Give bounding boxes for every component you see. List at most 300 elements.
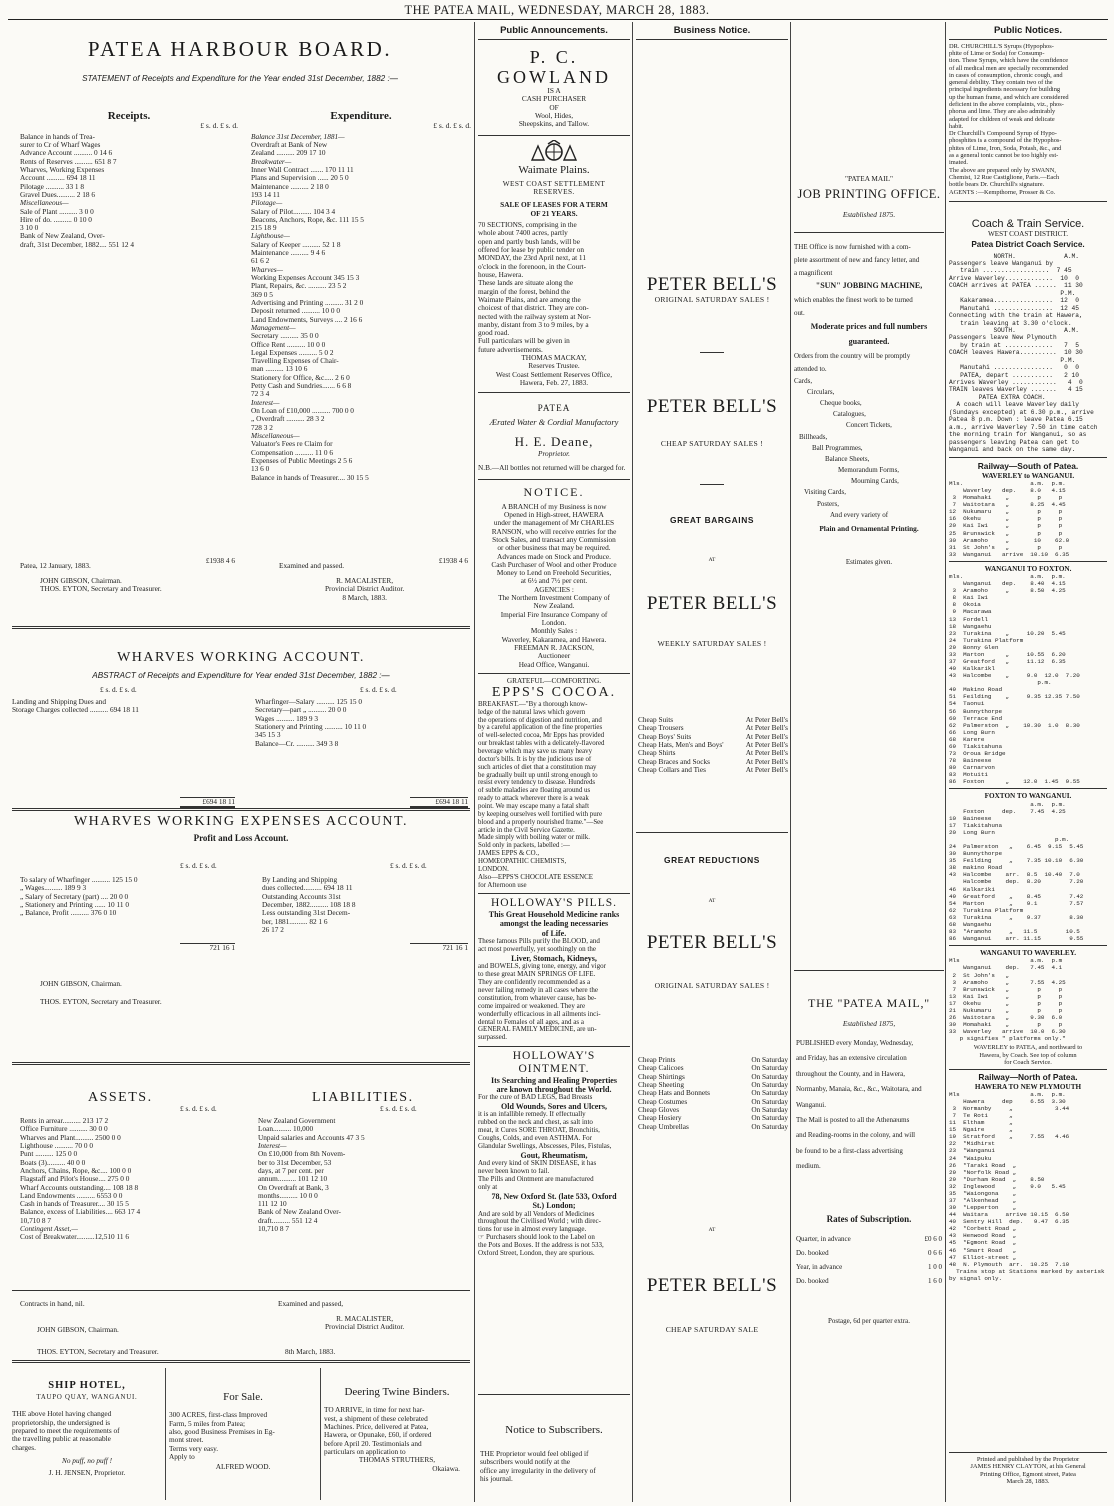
ad-line: Ball Programmes, [812, 443, 863, 452]
imprint-line: Printed and published by the Proprietor [976, 1456, 1080, 1463]
ledger-line: Office Rent .......... 10 0 0 [251, 340, 326, 349]
ad-line: attended to. [794, 364, 827, 373]
ad-line: Money to Lend on Freehold Securities, [496, 569, 612, 578]
ad-rule [478, 392, 630, 393]
peter-bells-sub-3: WEEKLY SATURDAY SALES ! [657, 639, 767, 648]
ad-line: PUBLISHED every Monday, Wednesday, [796, 1039, 914, 1047]
column-heading: Public Notices. [949, 26, 1107, 40]
ad-line: Cheque books, [820, 398, 862, 407]
holloway-pills-body [478, 910, 630, 1042]
job-printing-column [794, 26, 944, 567]
ledger-line: Contingent Asset,— [20, 1225, 78, 1234]
ad-line: Machines. Price, delivered at Patea, [324, 1422, 429, 1431]
twine-title: Deering Twine Binders. [344, 1386, 450, 1398]
auditor-signature [325, 1315, 404, 1332]
ad-line: subscribers would notify at the [480, 1458, 570, 1467]
peter-bells-4: PETER BELL'S [646, 932, 778, 953]
ad-line: choicest of that district. They are con- [478, 304, 589, 313]
ad-line: future advertisements. [478, 345, 543, 354]
for-sale-body [169, 1411, 317, 1461]
ad-line: The Pills and Ointment are manufactured [478, 1176, 594, 1184]
money-columns: £ s. d. £ s. d. [433, 121, 471, 131]
item-label: Do. booked [796, 1277, 829, 1285]
ad-line: Advances made on Stock and Produce. [497, 552, 611, 561]
ad-line: our breakfast tables with a delicately-flavored [478, 740, 605, 748]
ad-line: by keeping ourselves well fortified with pure [478, 810, 602, 818]
ledger-line: Compensation .......... 11 0 6 [251, 448, 334, 457]
ledger-line: Inner Wall Contract ....... 170 11 11 [251, 165, 354, 174]
timetable-hawera-new-plymouth: Mls a.m. p.m. Hawera dep 6.55 3.30 3 Normanby „ 3.44 7 Te Roti „ 11 Eltham „ 15 Ngaire „ 19 Stratford „ 7.55 4.46 22 *Midhirst 23 *Wanganui 24 *Waipuku 26 *Taraki Road „ 29 *Norfolk Road „ 29 *Durham Road „ 8.50 32 Inglewood „ 9.0 5.45 35 *Waiongona „ 37 *Alkenhead „ 39 *Lepperton „ 44 Waitara arrive 10.15 6.50 40 Sentry Hill dep. 9.47 6.35 42 *Corbett Road „ 43 Henwood Road „ 45 *Egmont Road „ 46 *Smart Road „ 47 Elliot-street „ 48 N. Plymouth arr. 10.25 7.10 Trains stop at Stations marked by asterisk by signal only. [949, 1090, 1105, 1282]
column-rule [320, 1368, 321, 1500]
ledger-line: Stationery and Printing .......... 10 11 0 [255, 722, 367, 731]
newspaper-masthead: THE PATEA MAIL, WEDNESDAY, MARCH 28, 1883. [404, 3, 710, 17]
ledger-line: Plans and Supervision ...... 20 5 0 [251, 174, 349, 183]
ledger-line: Legal Expenses .......... 5 0 2 [251, 348, 334, 357]
item-value: At Peter Bell's [745, 748, 788, 758]
liabilities-list [258, 1117, 470, 1233]
ledger-line: Pilotage— [251, 199, 283, 208]
foxton-wanganui-title: FOXTON TO WANGANUI. [984, 792, 1072, 801]
item-label: Cheap Gloves [638, 1104, 680, 1114]
ad-line: THE Office is now furnished with a com- [794, 242, 911, 251]
ad-line: Gout, Rheumatism, [520, 1151, 588, 1161]
ledger-line: Hire of do. .......... 0 10 0 [20, 215, 92, 224]
signature-line: THOS. EYTON, Secretary and Treasurer. [40, 584, 162, 594]
ledger-line: New Zealand Government [258, 1117, 336, 1125]
item-label: Cheap Shirtings [638, 1071, 685, 1081]
ad-line: point. We may escape many a fatal shaft [478, 803, 590, 811]
ledger-line: Cost of Breakwater..........12,510 11 6 [20, 1233, 129, 1242]
signature-line: 8 March, 1883. [342, 592, 387, 602]
harbour-subtitle: STATEMENT of Receipts and Expenditure for the Year ended 31st December, 1882 :— [82, 73, 398, 83]
ad-line: Billheads, [799, 432, 828, 441]
ledger-line: Balance, excess of Liabilities.... 663 17 4 [20, 1208, 141, 1217]
waimate-title: Waimate Plains. [518, 163, 590, 176]
item-label: Cheap Hats and Bonnets [638, 1088, 710, 1098]
ad-line: offered for lease by public tender on [478, 246, 585, 254]
ad-line: West Coast Settlement Reserves Office, [495, 370, 613, 379]
ad-line: plete assortment of new and fancy letter, and [794, 255, 920, 264]
ship-hotel-sign: J. H. JENSEN, Proprietor. [48, 1468, 126, 1478]
ad-line: of well-selected cocoa, Mr Epps has provided [478, 732, 605, 740]
auditor-signature [325, 577, 404, 602]
ad-line: DR. CHURCHILL'S Syrups (Hypophos- [949, 42, 1054, 50]
notice-subscribers-body [480, 1450, 630, 1483]
royal-arms-icon [524, 140, 584, 164]
ad-line: Posters, [817, 499, 839, 508]
established-label: Established 1875. [842, 210, 896, 220]
ad-line: resist every tendency to disease. Hundreds [478, 779, 596, 787]
ship-hotel-motto: No puff, no puff ! [61, 1455, 113, 1465]
receipts-heading: Receipts. [107, 110, 151, 122]
item-value: £0 6 0 [924, 1235, 942, 1243]
ledger-line: „ Balance, Profit .......... 376 0 10 [20, 909, 117, 918]
peter-bells-3: PETER BELL'S [646, 593, 778, 614]
harbour-title: PATEA HARBOUR BOARD. [87, 37, 393, 61]
ad-line: office any irregularity in the delivery of [480, 1466, 596, 1475]
ledger-line: 3 10 0 [20, 224, 39, 233]
ad-line: Catalogues, [833, 410, 866, 419]
ad-line: manby, distant from 3 to 9 miles, by a [478, 320, 589, 329]
ledger-line: Lighthouse— [251, 232, 290, 241]
ad-line: AGENCIES : [534, 585, 574, 594]
item-value: At Peter Bell's [745, 715, 788, 724]
plain-ornamental: Plain and Ornamental Printing. [819, 524, 919, 534]
ad-line: Sheepskins, and Tallow. [518, 120, 590, 129]
job-printing-title: JOB PRINTING OFFICE. [797, 187, 941, 202]
ad-line: CASH PURCHASER [521, 95, 587, 104]
ad-line: Moderate prices and full numbers [810, 322, 928, 332]
ad-line: act most powerfully, yet soothingly on the [478, 945, 596, 953]
ad-line: at 6½ and 7½ per cent. [520, 577, 588, 586]
item-label: Cheap Sheeting [638, 1079, 685, 1089]
imprint-line: Printing Office, Egmont street, Patea [980, 1470, 1076, 1478]
ledger-line: Rents of Reserves .......... 651 8 7 [20, 157, 117, 166]
ledger-line: 10,710 8 7 [20, 1216, 52, 1225]
ad-line: 300 ACRES, first-class Improved [169, 1411, 268, 1420]
ad-line: Stock Sales, and transact any Commission [492, 535, 616, 544]
ad-line: constitution, from whatever cause, has be- [478, 994, 597, 1002]
peter-bells-sub-4: ORIGINAL SATURDAY SALES ! [654, 981, 770, 990]
ledger-line: Wharves— [251, 265, 284, 274]
peter-bells-5: PETER BELL'S [646, 1275, 778, 1296]
money-columns: £ s. d. £ s. d. [390, 861, 427, 870]
ledger-line: Petty Cash and Sundries....... 6 6 8 [251, 382, 352, 391]
ad-line: the operations of digestion and nutrition, and [478, 716, 602, 724]
ad-line: LONDON. [478, 865, 509, 873]
ledger-line: Maintenance .......... 2 18 0 [251, 182, 329, 191]
item-label: Cheap Hosiery [638, 1113, 682, 1123]
ship-hotel-subtitle: TAUPO QUAY, WANGANUI. [36, 1393, 138, 1401]
ledger-line: days, at 7 per cent. per [258, 1166, 324, 1175]
ad-line: Coughs, Colds, and even ASTHMA. For [478, 1135, 592, 1143]
assets-signature-sec: THOS. EYTON, Secretary and Treasurer. [37, 1347, 159, 1356]
printing-items-list [794, 376, 944, 521]
peter-bells-sub-1: ORIGINAL SATURDAY SALES ! [654, 295, 770, 304]
ad-line: Wanganui. [796, 1100, 826, 1109]
ad-line: whole about 7400 acres, partly [478, 229, 568, 238]
expenditure-total: £1938 4 6 [438, 556, 468, 565]
ledger-line: Breakwater— [251, 157, 292, 166]
ad-rule [794, 970, 944, 971]
ledger-line: Secretary .......... 35 0 0 [251, 332, 319, 341]
ad-line: THE Proprietor would feel obliged if [480, 1450, 589, 1458]
ad-line: margin of the forest, behind the [478, 287, 570, 296]
assets-date: 8th March, 1883. [285, 1347, 336, 1356]
ad-line: Apply to [169, 1452, 195, 1461]
ad-line: never been known to fail. [478, 1168, 550, 1176]
ad-line: are known throughout the World. [496, 1085, 612, 1095]
ledger-line: Valuator's Fees re Claim for [251, 440, 333, 449]
ad-line: And every variety of [830, 510, 889, 519]
ad-line: These lands are situate along the [478, 279, 574, 288]
ad-line: HOMŒOPATHIC CHEMISTS, [478, 858, 567, 866]
section-rule [12, 1062, 470, 1065]
ad-line: house, Hawera. [478, 270, 524, 279]
rates-table [796, 1232, 942, 1288]
ad-line: the Pots and Boxes. If the address is not 533, [478, 1242, 604, 1250]
at-label: AT [708, 1227, 716, 1233]
ad-line: JAMES EPPS & CO., [478, 850, 540, 858]
ad-line: proprietorship, the undersigned is [12, 1418, 111, 1427]
item-value: On Saturday [751, 1096, 788, 1106]
item-label: Cheap Boys' Suits [638, 731, 692, 741]
ad-line: imated. [949, 159, 968, 167]
ledger-line: surer to Cr of Wharf Wages [20, 141, 101, 150]
ad-line: Monthly Sales : [530, 627, 578, 636]
patea-mail-title: THE "PATEA MAIL," [808, 996, 930, 1010]
timetable-wanganui-foxton: mls. a.m. p.m. Wanganui dep. 8.40 4.15 3 Aramoho „ 8.50 4.25 8 Kai Iwi 8 Okoia 9 Macarawa 13 Fordell 18 Wangaehu 23 Turakina „ 10.20 5.45 24 Turakina Platform 29 Bonny Glen 33 Marton „ 10.55 6.20 37 Greatford „ 11.12 6.35 40 Kalkarikl 43 Halcombe „ 9.0 12.0 7.20 p.m. 49 Makino Road 51 Feilding „ 9.35 12.35 7.50 54 Taonui 56 Bunnythorpe 60 Terrace End 62 Palmerston „ 10.30 1.0 8.30 66 Long Burn 68 Karere 69 Tiakitahuna 73 Oroua Bridge 78 Baineese 80 Carnarvon 83 Motuiti 86 Foxton „ 12.0 1.45 9.55 [949, 573, 1080, 786]
wanganui-waverley-title: WANGANUI TO WAVERLEY. [979, 949, 1077, 958]
ledger-line: Advance Account .......... 0 14 6 [20, 149, 113, 158]
ledger-line: Lighthouse .......... 70 0 0 [20, 1141, 93, 1150]
harbour-signatures [40, 577, 162, 594]
ad-line: throughout the County, and in Hawera, [796, 1069, 905, 1078]
money-columns: £ s. d. £ s. d. [200, 121, 238, 131]
ad-line: Made simply with boiling water or milk. [478, 834, 590, 842]
reserves-line: RESERVES. [533, 187, 575, 197]
ad-line: Normanby, Manaia, &c., &c., Waitotara, and [796, 1085, 922, 1094]
money-columns: £ s. d. £ s. d. [180, 1104, 217, 1113]
ad-line: of Life. [541, 928, 567, 938]
ad-line: vest, a shipment of these celebrated [324, 1414, 428, 1423]
ad-line: surpassed. [478, 1034, 507, 1042]
item-value: At Peter Bell's [745, 723, 788, 733]
aerated-water-title: Ærated Water & Cordial Manufactory [489, 417, 619, 427]
ledger-line: 10,710 8 7 [258, 1225, 290, 1234]
ad-line: Circulars, [807, 387, 835, 396]
ledger-line: ber, 1881.......... 82 1 6 [262, 917, 328, 926]
ad-line: medium. [796, 1162, 821, 1171]
ad-line: And every kind of SKIN DISEASE, it has [478, 1160, 597, 1168]
imprint-line: March 28, 1883. [1006, 1478, 1050, 1486]
ad-line: open and partly bush lands, will be [478, 237, 580, 246]
ledger-line: Balance 31st December, 1881— [251, 132, 345, 141]
public-notices-column [949, 26, 1107, 1282]
ledger-line: On Loan of £10,000 .......... 700 0 0 [251, 407, 354, 416]
expenditure-heading: Expenditure. [330, 110, 392, 122]
ledger-line: „ Salary of Secretary (part) .... 20 0 0 [20, 892, 129, 901]
column-rule [632, 22, 633, 1502]
ledger-line: Storage Charges collected .......... 694 18 11 [12, 706, 139, 715]
ad-line: Concert Tickets, [846, 421, 892, 430]
item-value: On Saturday [751, 1071, 788, 1081]
ad-line: THOMAS MACKAY, [521, 354, 587, 363]
ledger-line: Cash in hands of Treasurer.... 30 15 5 [20, 1200, 129, 1209]
ad-line: And are sold by all Vendors of Medicines [478, 1210, 595, 1218]
ledger-line: Miscellaneous— [20, 199, 69, 208]
patea-mail-est: Established 1875, [842, 1019, 896, 1028]
ship-hotel-title: SHIP HOTEL, [48, 1380, 126, 1391]
assets-examined: Examined and passed, [278, 1299, 344, 1308]
ad-line: They are confidently recommended as a [478, 978, 591, 986]
ad-line: beverage which may save us many heavy [478, 748, 593, 756]
item-label: Cheap Umbrellas [638, 1121, 689, 1131]
ad-line: OF [549, 103, 559, 112]
ledger-line: 215 18 9 [251, 224, 277, 233]
ledger-line: Wharf Accounts outstanding.... 108 18 8 [20, 1183, 139, 1192]
ad-line: Hawera, Feb. 27, 1883. [519, 379, 589, 387]
ad-line: Cards, [794, 376, 813, 385]
ad-line: A BRANCH of my Business is now [501, 502, 607, 511]
wharves-total-right: £694 18 11 [410, 797, 468, 808]
harbour-date: Patea, 12 January, 1883. [20, 561, 91, 570]
ad-rule [478, 479, 630, 480]
ad-line: general debility. They contain two of the [949, 79, 1053, 87]
ad-line: meat, it Cures SORE THROAT, Bronchitis, [478, 1127, 600, 1135]
ad-line: ready to attack wherever there is a weak [478, 795, 589, 803]
ad-line: which enables the finest work to be turned [794, 296, 913, 305]
ad-rule [478, 673, 630, 674]
expenses-title: WHARVES WORKING EXPENSES ACCOUNT. [73, 814, 409, 829]
coach-train-title: Coach & Train Service. [971, 217, 1085, 230]
ad-rule [478, 135, 630, 136]
ledger-line: Stationery for Office, &c..... 2 6 0 [251, 373, 350, 382]
expenses-total-left: 721 16 1 [180, 943, 235, 952]
ledger-line: Overdraft at Bank of New [251, 141, 328, 150]
notice-body [478, 503, 630, 669]
wanganui-foxton-title: WANGANUI TO FOXTON. [984, 564, 1072, 573]
sale-heading: SALE OF LEASES FOR A TERM [500, 200, 608, 210]
ledger-line: Wharves, Working Expenses [20, 165, 105, 174]
ad-line: Visiting Cards, [804, 488, 846, 497]
ad-line: New Zealand. [533, 602, 575, 611]
ad-line: 70 SECTIONS, comprising in the [478, 221, 577, 230]
ledger-line: Landing and Shipping Dues and [12, 698, 107, 706]
ledger-line: Boats (3).......... 40 0 0 [20, 1158, 86, 1167]
patea-label: PATEA [537, 403, 571, 414]
ledger-line: ber to 31st December, 53 [258, 1158, 332, 1167]
wharves-subtitle: ABSTRACT of Receipts and Expenditure for Year ended 31st December, 1882 :— [92, 671, 390, 680]
ad-line: phites of Lime, Iron, Soda, Potash, &c., and [949, 144, 1062, 152]
ad-line: Old Wounds, Sores and Ulcers, [501, 1102, 607, 1112]
ledger-line: Secretary—part „ .......... 20 0 0 [255, 706, 347, 715]
ship-hotel-ad [12, 1368, 162, 1478]
ledger-line: 26 17 2 [262, 925, 284, 934]
ad-line: Waverley, Kakaramea, and Hawera. [501, 635, 607, 644]
ad-line: out. [794, 309, 805, 318]
deane-proprietor: Proprietor. [538, 448, 570, 458]
ledger-line: Wharves and Plant.......... 2500 0 0 [20, 1133, 121, 1142]
ledger-line: Wharfinger—Salary .......... 125 15 0 [255, 698, 362, 706]
twine-place: Okaiawa. [432, 1463, 460, 1473]
waverley-wanganui-title: WAVERLEY to WANGANUI. [981, 471, 1075, 480]
ad-line: principal ingredients necessary for building [949, 86, 1061, 94]
ad-line: Chemist, 12 Rue Castiglione, Paris.—Each [949, 173, 1060, 181]
ad-rule [636, 832, 788, 833]
ad-line: FREEMAN R. JACKSON, [514, 643, 594, 652]
ledger-line: Balance in hands of Treasurer.... 30 15 5 [251, 473, 369, 482]
ledger-line: Outstanding Accounts 31st [262, 892, 341, 901]
signature-line: Provincial District Auditor. [325, 1322, 405, 1332]
item-value: On Saturday [751, 1121, 788, 1131]
west-coast-district: WEST COAST DISTRICT. [987, 230, 1069, 239]
short-rule [700, 352, 724, 353]
ad-line: of subtle maladies are floating around us [478, 787, 591, 795]
item-value: 0 6 6 [928, 1249, 942, 1257]
ad-line: and BOWELS, giving tone, energy, and vigor [478, 962, 606, 970]
item-value: At Peter Bell's [745, 731, 788, 741]
public-announcements-column [478, 26, 630, 1258]
ad-line: The above are prepared only by SWANN, [949, 166, 1057, 174]
ad-line: or other business that may be required. [497, 544, 611, 553]
ad-line: blood and a properly nourished frame."—See [478, 818, 604, 826]
ledger-line: Punt .......... 125 0 0 [20, 1150, 78, 1159]
for-sale-title: For Sale. [223, 1391, 263, 1403]
item-value: At Peter Bell's [745, 756, 788, 766]
ledger-line: draft.......... 551 12 4 [258, 1216, 318, 1225]
item-value: At Peter Bell's [745, 739, 788, 749]
ad-line: TO ARRIVE, in time for next har- [324, 1406, 425, 1415]
ad-line: Liver, Stomach, Kidneys, [511, 953, 597, 963]
ledger-line: Zealand .......... 209 17 10 [251, 149, 326, 158]
peter-bells-2: PETER BELL'S [646, 396, 778, 417]
assets-title: ASSETS. [88, 1090, 153, 1105]
twine-sign: THOMAS STRUTHERS, [358, 1455, 436, 1465]
ad-line: rubbed on the neck and chest, as salt into [478, 1119, 593, 1127]
money-columns: £ s. d. £ s. d. [180, 861, 217, 870]
ad-line: Auctioneer [537, 652, 571, 661]
ledger-line: Balance in hands of Trea- [20, 132, 95, 141]
ad-line: before April 20. Testimonials and [324, 1439, 422, 1448]
rate-row [796, 1246, 942, 1260]
signature-line: JOHN GIBSON, Chairman. [40, 979, 122, 988]
ad-line: bottle bears Dr. Churchill's signature. [949, 181, 1045, 189]
item-value: On Saturday [751, 1055, 788, 1064]
item-label: Cheap Suits [638, 715, 674, 724]
notice-title: NOTICE. [523, 485, 585, 500]
epps-cocoa-title: EPPS'S COCOA. [491, 685, 617, 701]
ledger-line: „ Wages.......... 189 9 3 [20, 884, 87, 893]
item-label: Cheap Trousers [638, 723, 684, 733]
ad-line: habit. [949, 122, 964, 130]
ledger-line: Office Furniture .......... 30 0 0 [20, 1125, 108, 1134]
ad-line: Also—EPPS'S CHOCOLATE ESSENCE [478, 873, 593, 881]
ad-line: phosphites is a compound of the Hypophos- [949, 137, 1062, 145]
rates-title: Rates of Subscription. [826, 1214, 912, 1224]
ad-line: "SUN" JOBBING MACHINE, [815, 281, 923, 291]
ad-line: article in the Civil Service Gazette. [478, 826, 575, 834]
for-sale-ad [169, 1368, 317, 1472]
ad-rule [478, 1394, 630, 1395]
ad-line: Cash Purchaser of Wool and other Produce [491, 560, 617, 569]
ledger-line: Expenses of Public Meetings 2 5 6 [251, 456, 353, 465]
money-columns: £ s. d. £ s. d. [360, 685, 397, 694]
liabilities-title: LIABILITIES. [312, 1090, 414, 1105]
ad-line: THE above Hotel having changed [12, 1410, 112, 1419]
ad-line: This Great Household Medicine ranks [488, 910, 620, 920]
column-heading: Public Announcements. [478, 26, 630, 40]
ad-rule [478, 893, 630, 894]
ad-line: for Afternoon use [478, 881, 527, 889]
ad-line: Orders from the country will be promptly [794, 351, 911, 360]
harbour-examined: Examined and passed. [279, 561, 345, 570]
ad-line: Sold only in packets, labelled :— [478, 842, 570, 850]
ad-line: also, good Business Premises in Eg- [169, 1427, 275, 1436]
ledger-line: annum.......... 101 12 10 [258, 1175, 328, 1184]
ad-line: throughout the Civilised World ; with direc- [478, 1218, 601, 1226]
ad-line: his journal. [480, 1474, 513, 1483]
epps-body [478, 701, 630, 890]
section-rule [12, 1290, 470, 1291]
receipts-total: £1938 4 6 [205, 556, 235, 565]
signature-line: THOS. EYTON, Secretary and Treasurer. [40, 997, 162, 1007]
item-value: On Saturday [751, 1088, 788, 1098]
ad-line: charges. [12, 1443, 36, 1452]
ledger-line: Land Endowments, Surveys .... 2 16 6 [251, 315, 363, 324]
ad-line: Full particulars will be given in [478, 337, 570, 346]
ad-line: GENERAL FAMILY MEDICINE, are un- [478, 1026, 597, 1034]
